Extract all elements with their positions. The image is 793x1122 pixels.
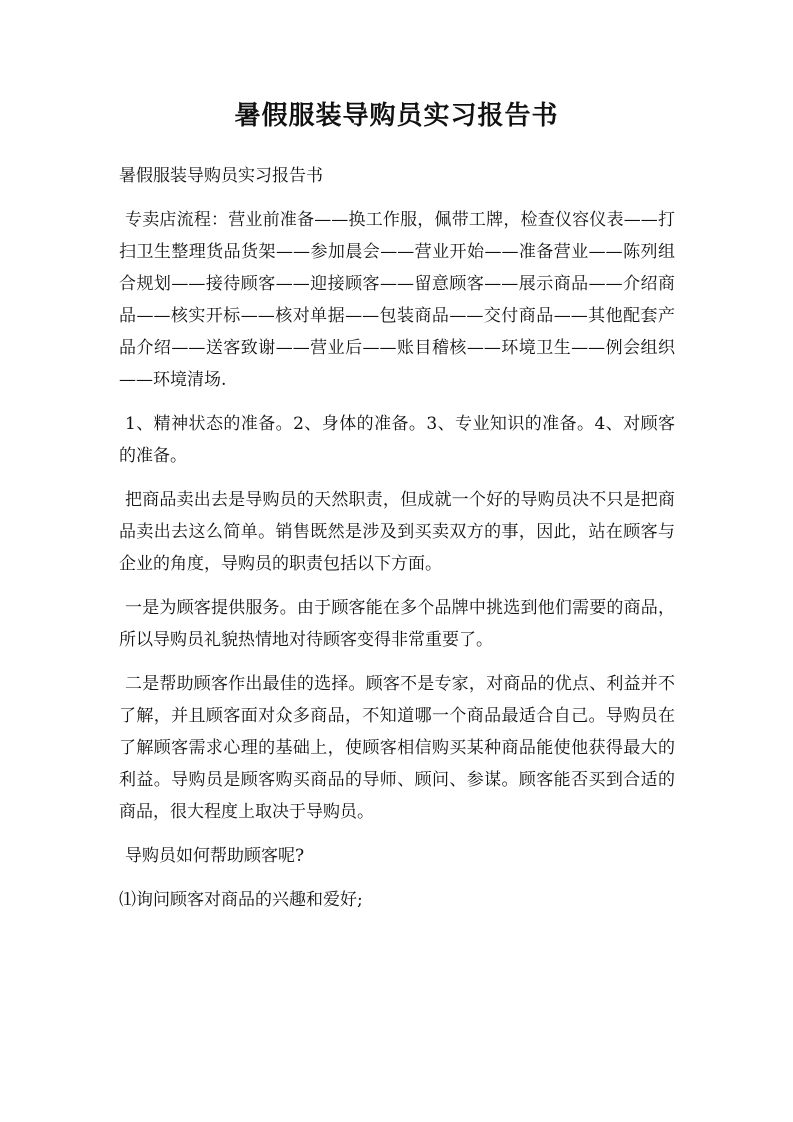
document-subtitle: 暑假服装导购员实习报告书 <box>119 166 323 186</box>
paragraph-duty-choice: 二是帮助顾客作出最佳的选择。顾客不是专家，对商品的优点、利益并不了解，并且顾客面对众多商品，不知道哪一个商品最适合自己。导购员在了解顾客需求心理的基础上，使顾客相信购买某种商品能使他获得最大的利益。导购员是顾客购买商品的导师、顾问、参谋。顾客能否买到合适的商品，很大程度上取决于导购员。 <box>119 674 675 822</box>
paragraph-step-1: ⑴询问顾客对商品的兴趣和爱好; <box>119 890 363 910</box>
paragraph-store-process: 专卖店流程：营业前准备——换工作服，佩带工牌，检查仪容仪表——打扫卫生整理货品货架——参加晨会——营业开始——准备营业——陈列组合规划——接待顾客——迎接顾客——留意顾客——展示商品——介绍商品——核实开标——核对单据——包装商品——交付商品——其他配套产品介绍——送客致谢——营业后——账目稽核——环境卫生——例会组织——环境清场. <box>119 210 675 390</box>
paragraph-preparation: 1、精神状态的准备。2、身体的准备。3、专业知识的准备。4、对顾客的准备。 <box>119 414 675 466</box>
document-body <box>119 160 675 928</box>
document-title: 暑假服装导购员实习报告书 <box>234 101 559 131</box>
paragraph-duty-service: 一是为顾客提供服务。由于顾客能在多个品牌中挑选到他们需要的商品，所以导购员礼貌热情地对待顾客变得非常重要了。 <box>119 598 675 650</box>
paragraph-how-help: 导购员如何帮助顾客呢? <box>125 846 305 866</box>
paragraph-duties-intro: 把商品卖出去是导购员的天然职责，但成就一个好的导购员决不只是把商品卖出去这么简单。销售既然是涉及到买卖双方的事，因此，站在顾客与企业的角度，导购员的职责包括以下方面。 <box>119 490 675 574</box>
